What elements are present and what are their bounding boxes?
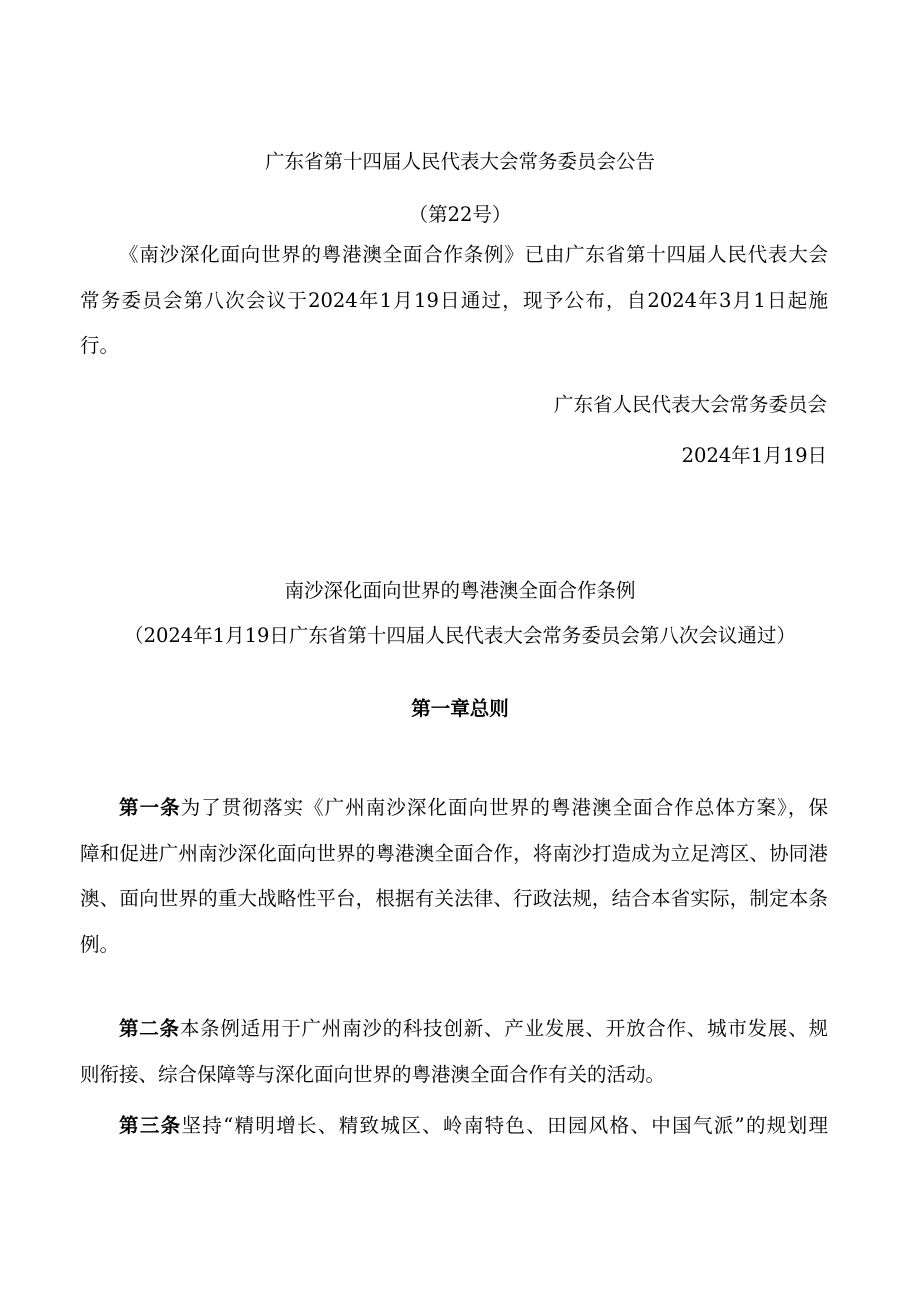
article-2-line-2: 则衔接、综合保障等与深化面向世界的粤港澳全面合作有关的活动。	[80, 1063, 666, 1086]
article-2-first-line	[119, 1016, 828, 1042]
announcement-title: 广东省第十四届人民代表大会常务委员会公告	[264, 150, 655, 173]
regulation-adoption-note: （2024年1月19日广东省第十四届人民代表大会常务委员会第八次会议通过）	[124, 624, 796, 647]
article-3-first-line-text: 坚持“精明增长、精致城区、岭南特色、田园风格、中国气派”的规划理	[181, 1114, 828, 1137]
regulation-title: 南沙深化面向世界的粤港澳全面合作条例	[284, 579, 636, 602]
article-3-first-line	[119, 1113, 828, 1139]
chapter-title: 第一章总则	[411, 697, 509, 720]
announcement-body-line-3: 行。	[80, 334, 120, 357]
announcement-body-line-1: 《南沙深化面向世界的粤港澳全面合作条例》已由广东省第十四届人民代表大会	[119, 243, 828, 266]
article-1-label: 第一条	[119, 796, 181, 819]
article-1-line-2: 障和促进广州南沙深化面向世界的粤港澳全面合作，将南沙打造成为立足湾区、协同港	[80, 842, 828, 865]
announcement-body-line-2: 常务委员会第八次会议于2024年1月19日通过，现予公布，自2024年3月1日起施	[80, 289, 828, 312]
article-3-label: 第三条	[119, 1114, 182, 1137]
announcement-date: 2024年1月19日	[681, 444, 827, 467]
announcement-number: （第22号）	[408, 203, 512, 226]
article-1-first-line	[119, 795, 828, 821]
article-2-label: 第二条	[119, 1017, 180, 1040]
announcement-issuer: 广东省人民代表大会常务委员会	[553, 393, 827, 416]
article-1-line-3: 澳、面向世界的重大战略性平台，根据有关法律、行政法规，结合本省实际，制定本条	[80, 887, 828, 910]
article-2-first-line-text: 本条例适用于广州南沙的科技创新、产业发展、开放合作、城市发展、规	[179, 1017, 828, 1040]
article-1-line-4: 例。	[80, 933, 120, 956]
article-1-first-line-text: 为了贯彻落实《广州南沙深化面向世界的粤港澳全面合作总体方案》，保	[180, 796, 828, 819]
